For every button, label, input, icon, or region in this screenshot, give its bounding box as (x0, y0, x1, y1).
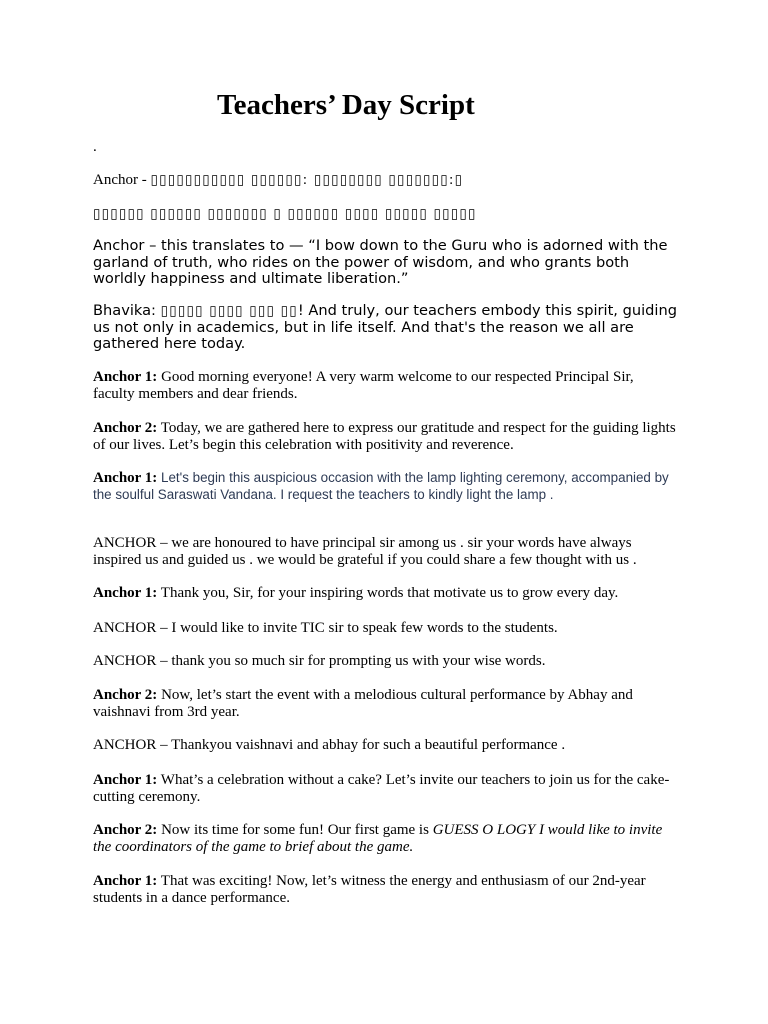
script-paragraph-5 (93, 585, 678, 602)
paragraph-text: Let's begin this auspicious occasion with the lamp lighting ceremony, accompanied by the soulful Saraswati Vandana. I request the teachers to kindly light the lamp . (93, 470, 669, 502)
speaker-label: Anchor 2: (93, 822, 158, 838)
game-name-italic: GUESS O LOGY I would like to invite the coordinators of the game to brief about the game. (93, 822, 663, 855)
script-paragraph-2 (93, 420, 678, 454)
script-paragraph-9 (93, 737, 678, 754)
paragraph-text: ANCHOR – Thankyou vaishnavi and abhay for such a beautiful performance . (93, 737, 566, 753)
script-paragraph-7 (93, 653, 678, 670)
speaker-label: Anchor 1: (93, 470, 158, 486)
bhavika-prefix: Bhavika: (93, 302, 161, 319)
bhavika-hindi: ▯▯▯▯▯ ▯▯▯▯ ▯▯▯ ▯▯ (160, 303, 298, 319)
speaker-label: Anchor 1: (93, 772, 158, 788)
script-paragraph-11 (93, 822, 678, 856)
script-paragraph-6 (93, 620, 678, 637)
sanskrit-text-1: ▯▯▯▯▯▯▯▯▯▯▯ ▯▯▯▯▯▯: ▯▯▯▯▯▯▯▯ ▯▯▯▯▯▯▯:▯ (150, 172, 464, 188)
paragraph-text: Today, we are gathered here to express our gratitude and respect for the guiding lights of our lives. Let’s begin this celebration with positivity and reverence. (93, 420, 676, 453)
sanskrit-line-2: ▯▯▯▯▯▯ ▯▯▯▯▯▯ ▯▯▯▯▯▯▯ ▯ ▯▯▯▯▯▯ ▯▯▯▯ ▯▯▯▯▯ ▯▯▯▯▯ (93, 206, 477, 222)
paragraph-text: Good morning everyone! A very warm welcome to our respected Principal Sir, faculty members and dear friends. (93, 369, 634, 402)
anchor-label: Anchor - (93, 172, 151, 188)
paragraph-text: Now its time for some fun! Our first game is (157, 822, 433, 838)
translation-paragraph: Anchor – this translates to — “I bow down to the Guru who is adorned with the garland of truth, who rides on the power of wisdom, and who grants both worldly happiness and ultimate liberation.” (93, 237, 668, 287)
script-paragraph-10 (93, 772, 678, 806)
script-paragraph-1 (93, 369, 678, 403)
paragraph-text: ANCHOR – we are honoured to have principal sir among us . sir your words have always inspired us and guided us . we would be grateful if you could share a few thought with us . (93, 535, 637, 568)
speaker-label: Anchor 1: (93, 585, 158, 601)
script-paragraph-12 (93, 873, 678, 907)
bhavika-text: ! And truly, our teachers embody this spirit, guiding us not only in academics, but in life itself. And that's the reason we all are gathered here today. (93, 302, 677, 352)
paragraph-text: ANCHOR – thank you so much sir for prompting us with your wise words. (93, 653, 546, 669)
script-paragraph-4 (93, 535, 678, 569)
speaker-label: Anchor 1: (93, 369, 158, 385)
sanskrit-line-1 (93, 172, 678, 189)
paragraph-text: Now, let’s start the event with a melodious cultural performance by Abhay and vaishnavi from 3rd year. (93, 687, 633, 720)
speaker-label: Anchor 2: (93, 687, 158, 703)
stray-dot: . (93, 139, 97, 155)
paragraph-text: ANCHOR – I would like to invite TIC sir to speak few words to the students. (93, 620, 558, 636)
script-paragraph-8 (93, 687, 678, 721)
script-paragraph-3 (93, 470, 678, 504)
speaker-label: Anchor 2: (93, 420, 158, 436)
paragraph-text: That was exciting! Now, let’s witness the energy and enthusiasm of our 2nd-year students in a dance performance. (93, 873, 646, 906)
paragraph-text: What’s a celebration without a cake? Let’s invite our teachers to join us for the cake-cutting ceremony. (93, 772, 670, 805)
bhavika-paragraph (93, 303, 678, 353)
paragraph-text: Thank you, Sir, for your inspiring words that motivate us to grow every day. (157, 585, 619, 601)
page-title: Teachers’ Day Script (217, 89, 475, 121)
speaker-label: Anchor 1: (93, 873, 158, 889)
